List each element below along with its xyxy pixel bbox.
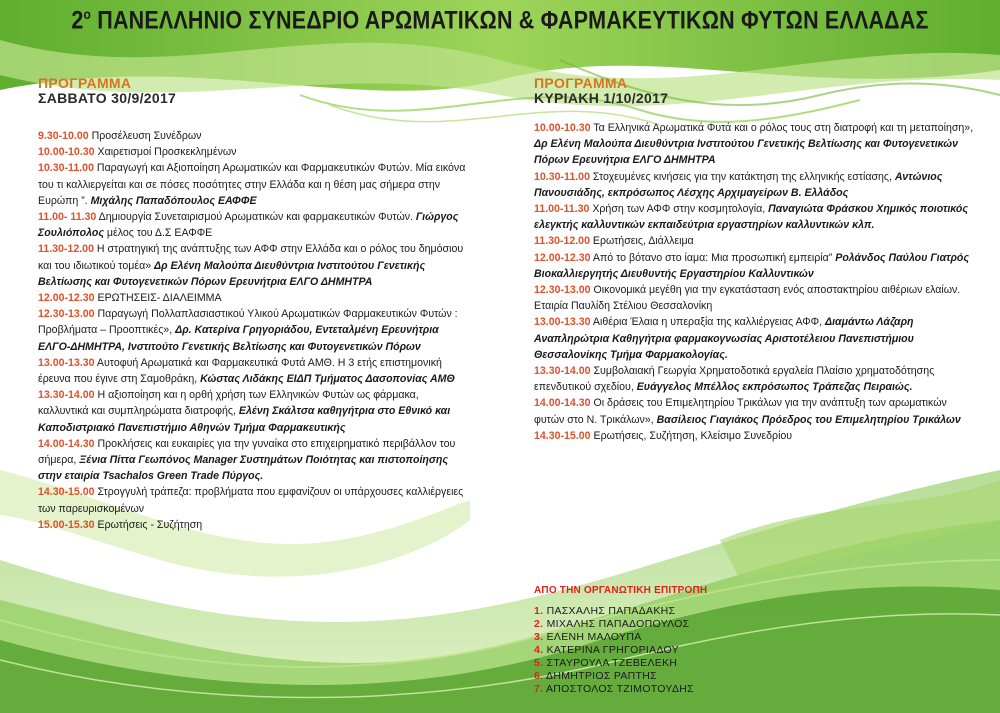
committee-member xyxy=(534,631,854,644)
session-text: ΕΡΩΤΗΣΕΙΣ- ΔΙΑΛΕΙΜΜΑ xyxy=(94,292,222,305)
session-text: Η αξιοποίηση και η ορθή χρήση των Ελληνικών Φυτών ως φάρμακα, καλλυντικά και συμπληρώματα διατροφής, xyxy=(38,389,419,418)
schedule-item xyxy=(534,233,974,249)
schedule-item xyxy=(534,314,974,363)
session-text: Ερωτήσεις, Διάλλειμα xyxy=(589,235,694,248)
session-text: Αιθέρια Έλαια η υπεραξία της καλλιέργειας ΑΦΦ, xyxy=(590,316,825,329)
title-text: ΠΑΝΕΛΛΗΝΙΟ ΣΥΝΕΔΡΙΟ ΑΡΩΜΑΤΙΚΩΝ & ΦΑΡΜΑΚΕΥΤΙΚΩΝ ΦΥΤΩΝ ΕΛΛΑΔΑΣ xyxy=(97,6,929,35)
time-slot: 10.00-10.30 xyxy=(38,146,95,159)
session-text: Από το βότανο στο ίαμα: Μια προσωπική εμπειρία” xyxy=(590,251,836,264)
organizing-committee xyxy=(534,584,854,696)
schedule-item xyxy=(534,428,974,444)
schedule-item xyxy=(38,209,468,241)
committee-member xyxy=(534,618,854,631)
title-number: 2 xyxy=(71,6,84,35)
session-text: Οι δράσεις του Επιμελητηρίου Τρικάλων για την ανάπτυξη των αρωματικών φυτών στο Ν. Τρικάλων», xyxy=(534,397,947,426)
speaker-name: Δρ. Κατερίνα Γρηγοριάδου, Εντεταλμένη Ερευνήτρια ΕΛΓΟ-ΔΗΜΗΤΡΑ, Ινστιτούτο Γενετικής Βελτίωσης και Φυτογενετικών Πόρων xyxy=(38,324,439,353)
time-slot: 11.30-12.00 xyxy=(534,235,590,248)
member-name: ΣΤΑΥΡΟΥΛΑ ΤΖΕΒΕΛΕΚΗ xyxy=(546,657,678,669)
time-slot: 12.00-12.30 xyxy=(38,292,95,305)
schedule-item xyxy=(38,484,468,516)
time-slot: 10.00-10.30 xyxy=(534,122,591,134)
time-slot: 13.00-13.30 xyxy=(38,356,95,369)
schedule-item xyxy=(38,144,468,160)
member-name: ΠΑΣΧΑΛΗΣ ΠΑΠΑΔΑΚΗΣ xyxy=(546,605,676,617)
speaker-name: Μιχάλης Παπαδόπουλος ΕΑΦΦΕ xyxy=(90,194,257,207)
speaker-name: Παναγιώτα Φράσκου Χημικός ποιοτικός ελεγκτής καλλυντικών εκπαιδεύτρια εργαστηρίων καλλυντικών κλπ. xyxy=(534,203,969,232)
member-number: 7. xyxy=(534,683,544,695)
session-text: Συμβολαιακή Γεωργία Χρηματοδοτικά εργαλεία Πλαίσιο χρηματοδότησης επενδυτικού σχεδίου, xyxy=(534,365,935,394)
speaker-name: Ελένη Σκάλτσα καθηγήτρια στο Εθνικό και Καποδιστριακό Πανεπιστήμιο Αθηνών Τμήμα Φαρμακευτικής xyxy=(38,405,451,434)
session-text: Ερωτήσεις - Συζήτηση xyxy=(94,518,203,531)
schedule-item xyxy=(38,306,468,355)
time-slot: 10.30-11.00 xyxy=(38,162,94,175)
session-text: Προσέλευση Συνέδρων xyxy=(88,130,202,142)
session-text: Παραγωγή Πολλαπλασιαστικού Υλικού Αρωματικών Φαρμακευτικών Φυτών : Προβλήματα – Προοπτικές», xyxy=(38,308,458,337)
time-slot: 9.30-10.00 xyxy=(38,130,89,142)
committee-member xyxy=(534,644,854,657)
time-slot: 15.00-15.30 xyxy=(38,518,95,531)
schedule-item xyxy=(38,387,468,436)
speaker-name: Δρ Ελένη Μαλούπα Διευθύντρια Ινστιτούτου Γενετικής Βελτίωσης και Φυτογενετικών Πόρων Ερευνήτρια ΕΛΓΟ ΔΗΜΗΤΡΑ xyxy=(534,138,958,167)
speaker-name: Γιώργος Σουλιόπολος xyxy=(38,211,459,240)
member-name: ΚΑΤΕΡΙΝΑ ΓΡΗΓΟΡΙΑΔΟΥ xyxy=(546,644,679,656)
committee-title: ΑΠΟ ΤΗΝ ΟΡΓΑΝΩΤΙΚΗ ΕΠΙΤΡΟΠΗ xyxy=(534,585,708,596)
member-name: ΕΛΕΝΗ ΜΑΛΟΥΠΑ xyxy=(546,631,642,643)
speaker-role: μέλος του Δ.Σ ΕΑΦΦΕ xyxy=(103,227,213,240)
schedule-item xyxy=(534,201,974,233)
speaker-name: Διαμάντω Λάζαρη Αναπληρώτρια Καθηγήτρια φαρμακογνωσίας Αριστοτέλειου Πανεπιστήμιου Θεσσαλονίκης Τμήμα Φαρμακολογίας. xyxy=(534,316,914,361)
program-label: ΠΡΟΓΡΑΜΜΑ xyxy=(38,75,132,91)
session-text: Παραγωγή και Αξιοποίηση Αρωματικών και Φαρμακευτικών Φυτών. Μία εικόνα του τι καλλιεργείται και σε πόσες ποσότητες στην Ελλάδα και η θέση μας σήμερα στην Ευρώπη ”. xyxy=(38,162,466,207)
time-slot: 12.30-13.00 xyxy=(534,284,591,297)
schedule-item xyxy=(38,355,468,387)
session-text: Η στρατηγική της ανάπτυξης των ΑΦΦ στην Ελλάδα και ο ρόλος του δημόσιου και του ιδιωτικού τομέα» xyxy=(38,243,464,272)
time-slot: 11.00- 11.30 xyxy=(38,211,97,224)
speaker-name: Ξένια Πίττα Γεωπόνος Manager Συστημάτων Ποιότητας και πιστοποίησης στην εταιρία Tsachalos Green Trade Πύργος. xyxy=(38,454,449,483)
committee-member xyxy=(534,670,854,683)
time-slot: 13.30-14.00 xyxy=(534,365,591,378)
time-slot: 14.30-15.00 xyxy=(38,486,95,499)
schedule-item xyxy=(38,241,468,290)
schedule-item xyxy=(534,250,974,282)
session-text: Στρογγυλή τράπεζα: προβλήματα που εμφανίζουν οι υπάρχουσες καλλιέργειες των παρευρισκομένων xyxy=(38,486,464,515)
member-number: 5. xyxy=(534,657,544,669)
conference-title xyxy=(70,6,930,35)
day-heading: ΣΑΒΒΑΤΟ 30/9/2017 xyxy=(38,90,177,106)
schedule-item xyxy=(534,282,974,314)
member-name: ΑΠΟΣΤΟΛΟΣ ΤΖΙΜΟΤΟΥΔΗΣ xyxy=(546,683,694,695)
schedule-item xyxy=(38,290,468,306)
schedule-item xyxy=(38,517,468,533)
speaker-name: Ρολάνδος Παύλου Γιατρός Βιοκαλλιεργητής Διευθυντής Εργαστηρίου Καλλυντικών xyxy=(534,251,970,280)
session-text: Προκλήσεις και ευκαιρίες για την γυναίκα στο επιχειρηματικό περιβάλλον του σήμερα, xyxy=(38,437,456,467)
member-number: 4. xyxy=(534,644,544,656)
member-number: 3. xyxy=(534,631,544,643)
time-slot: 13.30-14.00 xyxy=(38,389,95,402)
member-number: 2. xyxy=(534,618,544,630)
time-slot: 12.30-13.00 xyxy=(38,308,95,321)
schedule-item xyxy=(38,128,468,144)
title-ordinal: ο xyxy=(83,6,92,22)
time-slot: 14.00-14.30 xyxy=(534,397,591,410)
time-slot: 13.00-13.30 xyxy=(534,316,591,329)
schedule-item xyxy=(38,436,468,485)
schedule-item xyxy=(534,363,974,395)
speaker-name: Ευάγγελος Μπέλλος εκπρόσωπος Τράπεζας Πειραιώς. xyxy=(636,381,913,394)
session-text: Ερωτήσεις, Συζήτηση, Κλείσιμο Συνεδρίου xyxy=(590,429,793,442)
time-slot: 11.30-12.00 xyxy=(38,243,94,256)
session-text: Χρήση των ΑΦΦ στην κοσμητολογία, xyxy=(589,203,769,216)
member-number: 6. xyxy=(534,670,544,682)
committee-member xyxy=(534,657,854,670)
time-slot: 14.30-15.00 xyxy=(534,429,591,442)
session-text: Οικονομικά μεγέθη για την εγκατάσταση ενός αποστακτηρίου αιθέριων ελαίων. Εταιρία Παυλίδη Στέλιου Θεσσαλονίκη xyxy=(534,284,961,313)
speaker-name: Αντώνιος Πανουσιάδης, εκπρόσωπος Λέσχης Αρχιμαγείρων Β. Ελλάδος xyxy=(534,170,943,199)
time-slot: 11.00-11.30 xyxy=(534,203,590,216)
committee-member xyxy=(534,683,854,696)
member-number: 1. xyxy=(534,605,544,617)
session-text: Δημιουργία Συνεταιρισμού Αρωματικών και φαρμακευτικών Φυτών. xyxy=(96,211,416,224)
program-label: ΠΡΟΓΡΑΜΜΑ xyxy=(534,75,628,91)
schedule-item xyxy=(534,169,974,201)
speaker-name: Βασίλειος Γιαγιάκος Πρόεδρος του Επιμελητηρίου Τρικάλων xyxy=(656,413,961,426)
time-slot: 14.00-14.30 xyxy=(38,437,95,450)
day-heading: ΚΥΡΙΑΚΗ 1/10/2017 xyxy=(534,90,669,106)
committee-member xyxy=(534,605,854,618)
session-text: Στοχευμένες κινήσεις για την κατάκτηση της ελληνικής εστίασης, xyxy=(589,170,895,183)
schedule-item xyxy=(38,160,468,209)
speaker-name: Κώστας Λιδάκης ΕΙΔΠ Τμήματος Δασοπονίας ΑΜΘ xyxy=(200,373,455,386)
member-name: ΜΙΧΑΛΗΣ ΠΑΠΑΔΟΠΟΥΛΟΣ xyxy=(546,618,690,630)
session-text: Αυτοφυή Αρωματικά και Φαρμακευτικά Φυτά ΑΜΘ. Η 3 ετής επιστημονική έρευνα που έγινε στη Σαμοθράκη, xyxy=(38,356,442,386)
time-slot: 12.00-12.30 xyxy=(534,251,591,264)
session-text: Χαιρετισμοί Προσκεκλημένων xyxy=(94,146,237,159)
schedule-item xyxy=(534,120,974,169)
program-saturday xyxy=(38,76,468,533)
schedule-item xyxy=(534,395,974,427)
speaker-name: Δρ Ελένη Μαλούπα Διευθύντρια Ινστιτούτου Γενετικής Βελτίωσης και Φυτογενετικών Πόρων Ερευνήτρια ΕΛΓΟ ΔΗΜΗΤΡΑ xyxy=(38,259,426,288)
time-slot: 10.30-11.00 xyxy=(534,170,590,183)
program-sunday xyxy=(534,76,974,444)
session-text: Τα Ελληνικά Αρωματικά Φυτά και ο ρόλος τους στη διατροφή και τη μεταποίηση», xyxy=(590,122,974,134)
member-name: ΔΗΜΗΤΡΙΟΣ ΡΑΠΤΗΣ xyxy=(546,670,657,682)
